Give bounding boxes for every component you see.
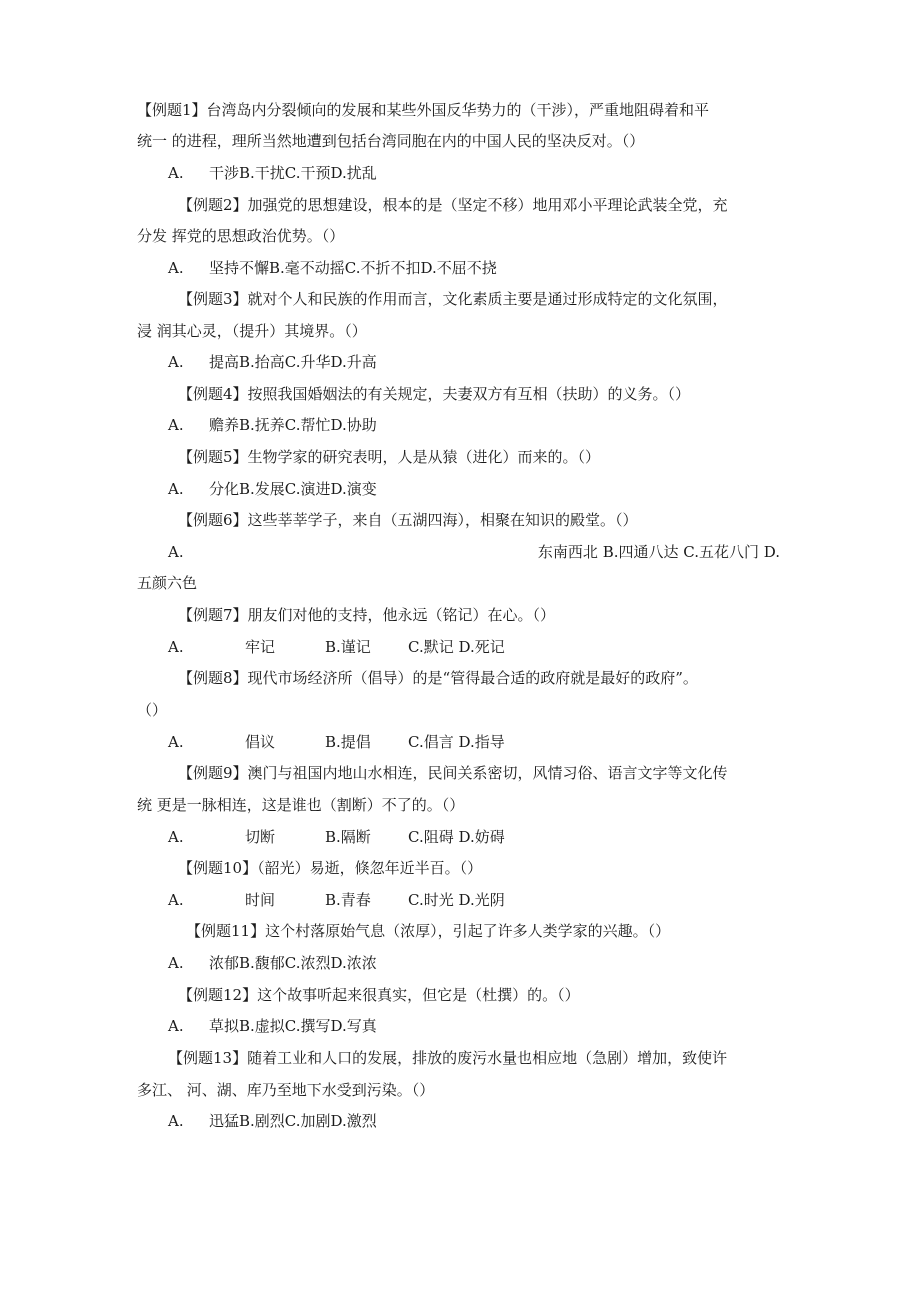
question-4-stem: 【例题4】按照我国婚姻法的有关规定，夫妻双方有互相（扶助）的义务。（） [178,385,691,403]
question-5-stem: 【例题5】生物学家的研究表明，人是从猿（进化）而来的。（） [178,448,601,466]
question-9-options [168,827,768,847]
question-13-stem-line-1: 【例题13】随着工业和人口的发展，排放的废污水量也相应地（急剧）增加，致使许 [168,1049,728,1067]
option-choices: 浓郁B.馥郁C.浓烈D.浓浓 [209,954,377,972]
option-a-text: 时间 [245,891,276,909]
option-choices: 干涉B.干扰C.干预D.扰乱 [209,164,377,182]
option-choices: 坚持不懈B.毫不动摇C.不折不扣D.不屈不挠 [209,259,497,277]
option-b: B.青春 [325,891,371,909]
option-c-d: C.默记 D.死记 [408,638,505,656]
question-3-stem-line-1: 【例题3】就对个人和民族的作用而言，文化素质主要是通过形成特定的文化氛围， [178,290,728,308]
question-1-stem-line-1: 【例题1】台湾岛内分裂倾向的发展和某些外国反华势力的（干涉），严重地阻碍着和平 [137,101,710,119]
option-label: A. [168,891,184,909]
question-1-stem-line-2: 统一 的进程，理所当然地遭到包括台湾同胞在内的中国人民的坚决反对。（） [137,132,645,150]
option-a-text: 牢记 [245,638,276,656]
option-a-text: 倡议 [245,733,276,751]
question-11-options [168,953,768,973]
option-choices: 草拟B.虚拟C.撰写D.写真 [209,1017,377,1035]
question-13-stem-line-2: 多江、 河、湖、库乃至地下水受到污染。（） [137,1081,435,1099]
option-c-d: C.阻碍 D.妨碍 [408,828,505,846]
question-11-stem: 【例题11】这个村落原始气息（浓厚），引起了许多人类学家的兴趣。（） [186,922,671,940]
question-8-options [168,732,768,752]
option-c-d: C.倡言 D.指导 [408,733,505,751]
question-8-stem-line-2: （） [137,701,168,719]
question-9-stem-line-1: 【例题9】澳门与祖国内地山水相连，民间关系密切，风情习俗、语言文字等文化传 [178,764,728,782]
question-4-options [168,415,768,435]
option-label: A. [168,480,184,498]
option-label: A. [168,416,184,434]
question-6-options [168,542,780,562]
option-choices: 赡养B.抚养C.帮忙D.协助 [209,416,377,434]
question-2-stem-line-1: 【例题2】加强党的思想建设，根本的是（坚定不移）地用邓小平理论武装全党，充 [178,196,728,214]
question-3-options [168,352,768,372]
question-9-stem-line-2: 统 更是一脉相连，这是谁也（割断）不了的。（） [137,796,465,814]
option-choices: 东南西北 B.四通八达 C.五花八门 D. [537,543,780,561]
question-6-stem: 【例题6】这些莘莘学子，来自（五湖四海），相聚在知识的殿堂。（） [178,511,638,529]
question-5-options [168,479,768,499]
question-3-stem-line-2: 浸 润其心灵，（提升）其境界。（） [137,322,367,340]
option-b: B.提倡 [325,733,371,751]
question-13-options [168,1111,768,1131]
option-label: A. [168,259,184,277]
option-label: A. [168,1017,184,1035]
question-12-stem: 【例题12】这个故事听起来很真实，但它是（杜撰）的。（） [178,986,580,1004]
question-12-options [168,1016,768,1036]
option-label: A. [168,638,184,656]
question-2-options [168,258,768,278]
option-choices: 迅猛B.剧烈C.加剧D.激烈 [209,1112,377,1130]
question-10-stem: 【例题10】（韶光）易逝，倏忽年近半百。（） [178,859,483,877]
question-8-stem-line-1: 【例题8】现代市场经济所（倡导）的是“管得最合适的政府就是最好的政府”。 [178,669,698,687]
option-choices: 提高B.抬高C.升华D.升高 [209,353,377,371]
option-a-text: 切断 [245,828,276,846]
option-choices: 分化B.发展C.演进D.演变 [209,480,377,498]
question-10-options [168,890,768,910]
question-2-stem-line-2: 分发 挥党的思想政治优势。（） [137,227,345,245]
question-1-options [168,163,768,183]
option-label: A. [168,828,184,846]
question-7-options [168,637,768,657]
option-label: A. [168,954,184,972]
option-label: A. [168,733,184,751]
option-label: A. [168,1112,184,1130]
option-b: B.谨记 [325,638,371,656]
option-label: A. [168,543,184,561]
question-7-stem: 【例题7】朋友们对他的支持，他永远（铭记）在心。（） [178,606,556,624]
question-6-options-wrap: 五颜六色 [137,574,198,592]
option-label: A. [168,164,184,182]
option-c-d: C.时光 D.光阴 [408,891,505,909]
option-label: A. [168,353,184,371]
option-b: B.隔断 [325,828,371,846]
